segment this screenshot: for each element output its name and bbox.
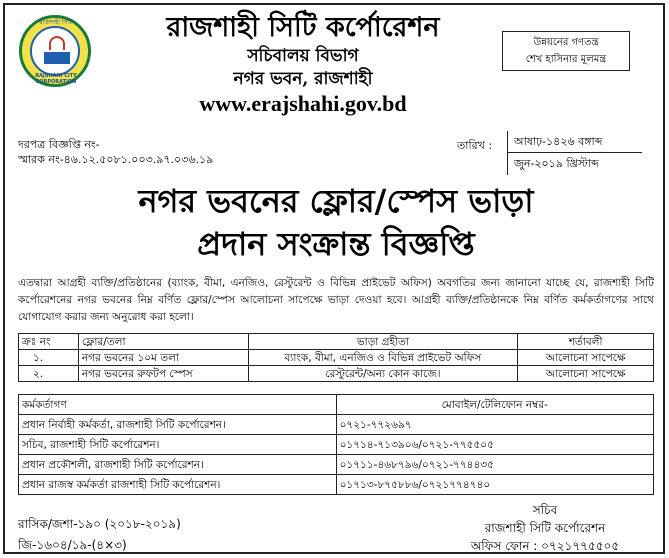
contacts-table <box>18 394 654 495</box>
office-phone: অফিস ফোন : ০৭২১৭৭৫৫০৫ <box>470 539 620 553</box>
header-floor: ফ্লোর/তলা <box>78 334 248 350</box>
header-terms: শর্তাবলী <box>518 334 654 350</box>
notice-body: এতদ্বারা আগ্রহী ব্যক্তি/প্রতিষ্ঠানের (ব্যাংক, বীমা, এনজিও, রেস্টুরেন্ট ও বিভিন্ন প্রাইভেট অফিস) অবগতির জন্য জানানো যাচ্ছে যে, রাজশাহী সিটি কর্পোরেশনের নগর ভবনের নিম্ন বর্ণিত ফ্লোর/স্পেস আলোচনা সাপেক্ষে ভাড়া দেওয়া হবে। আগ্রহী ব্যক্তি/প্রতিষ্ঠানকে নিম্ন বর্ণিত কর্মকর্তাগণের সাথে যোগাযোগ করার জন্য অনুরোধ করা হলো। <box>18 277 654 323</box>
date-english: জুন-২০১৯ খ্রিস্টাব্দ <box>514 157 599 170</box>
signatory-org: রাজশাহী সিটি কর্পোরেশন <box>484 521 606 535</box>
org-website: www.erajshahi.gov.bd <box>199 91 407 116</box>
spaces-table <box>18 333 654 382</box>
notice-title-line-2: প্রদান সংক্রান্ত বিজ্ঞপ্তি <box>197 225 475 263</box>
memo-no: স্মারক নং-৪৬.১২.৫০৮১.০০৩.৯৭.০৩৬.১৯ <box>18 153 214 166</box>
row-tenant: ব্যাংক, বীমা, এনজিও ও বিভিন্ন প্রাইভেট অফিস <box>248 350 518 366</box>
notice-title-line-1: নগর ভবনের ফ্লোর/স্পেস ভাড়া <box>138 182 534 220</box>
org-name: রাজশাহী সিটি কর্পোরেশন <box>166 12 440 43</box>
row-officer: প্রধান প্রকৌশলী, রাজশাহী সিটি কর্পোরেশন। <box>19 455 337 475</box>
motto-line-1: উন্নয়নের গণতন্ত্র <box>533 37 599 48</box>
row-phone: ০১৭১৪-৭১৩৯০৬/০৭২১-৭৭৫৫০৫ <box>336 435 653 455</box>
header-serial: ক্রঃ নং <box>19 334 79 350</box>
logo-book-icon <box>44 52 70 64</box>
footer-reference-2: জি-১৬০৪/১৯-(৪×৩) <box>18 538 127 552</box>
row-phone: ০১৭১১-৪৬৮৭৯৬/০৭২১-৭৭৪৪৩৫ <box>336 455 653 475</box>
logo-emblem <box>30 26 80 76</box>
motto-line-2: শেখ হাসিনার মূলমন্ত্র <box>525 54 607 65</box>
row-terms: আলোচনা সাপেক্ষে <box>518 350 654 366</box>
rcc-logo <box>19 15 91 87</box>
logo-arch-icon <box>49 36 65 50</box>
row-officer: প্রধান রাজস্ব কর্মকর্তা রাজশাহী সিটি কর্পোরেশন। <box>19 475 337 495</box>
logo-top-text: রাজশাহী সিটি <box>39 19 73 26</box>
department-name: সচিবালয় বিভাগ <box>247 46 359 66</box>
tender-notice-no: দরপত্র বিজ্ঞপ্তি নং- <box>18 138 100 151</box>
motto-box <box>502 31 630 71</box>
footer-reference-1: রাসিক/জশা-১৯০ (২০১৮-২০১৯) <box>18 517 181 531</box>
row-serial: ১. <box>19 350 79 366</box>
table-row <box>19 350 654 366</box>
date-bangla: আষাঢ়-১৪২৬ বঙ্গাব্দ <box>514 135 603 148</box>
date-box <box>507 131 641 175</box>
date-label: তারিখ : <box>457 139 493 152</box>
row-phone: ০৭২১-৭৭২৬৯৭ <box>336 415 653 435</box>
row-floor: নগর ভবনের ১০ম তলা <box>78 350 248 366</box>
row-officer: প্রধান নির্বাহী কর্মকর্তা, রাজশাহী সিটি কর্পোরেশন। <box>19 415 337 435</box>
contacts-table-header <box>19 395 654 415</box>
header-phone: মোবাইল/টেলিফোন নম্বর- <box>336 395 653 415</box>
row-floor: নগর ভবনের রুফটপ স্পেস <box>78 366 248 382</box>
table-row <box>19 415 654 435</box>
org-address: নগর ভবন, রাজশাহী <box>233 69 373 89</box>
signatory-title: সচিব <box>532 503 558 517</box>
table-row <box>19 366 654 382</box>
notice-page <box>3 3 665 554</box>
spaces-table-header <box>19 334 654 350</box>
row-officer: সচিব, রাজশাহী সিটি কর্পোরেশন। <box>19 435 337 455</box>
table-row <box>19 475 654 495</box>
row-terms: আলোচনা সাপেক্ষে <box>518 366 654 382</box>
row-serial: ২. <box>19 366 79 382</box>
date-divider <box>508 152 642 153</box>
row-tenant: রেস্টুরেন্ট/অন্য কোন কাজে। <box>248 366 518 382</box>
row-phone: ০১৭১৩-৮৭৫৮৮৬/০৭২১৭৭৪৭৪০ <box>336 475 653 495</box>
logo-bottom-text: RAJSHAHI CITY CORPORATION <box>35 73 77 85</box>
table-row <box>19 435 654 455</box>
header-tenant: ভাড়া গ্রহীতা <box>248 334 518 350</box>
table-row <box>19 455 654 475</box>
header-officer: কর্মকর্তাগণ <box>19 395 337 415</box>
